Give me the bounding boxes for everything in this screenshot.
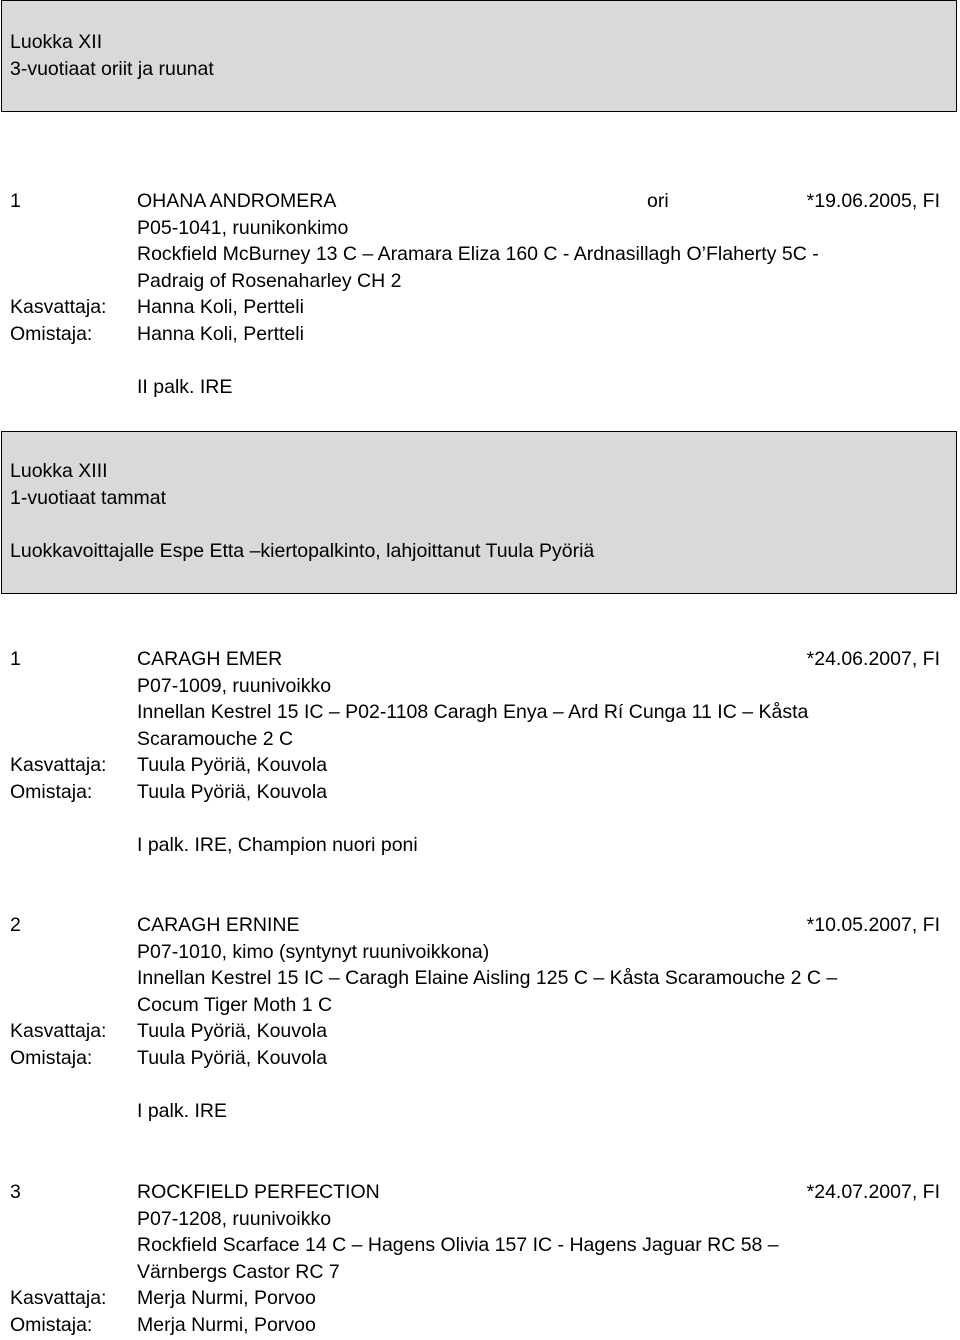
registration-row	[0, 215, 960, 242]
owner-value: Hanna Koli, Pertteli	[137, 322, 304, 345]
horse-name: ROCKFIELD PERFECTION	[137, 1181, 380, 1203]
owner-label: Omistaja:	[10, 780, 93, 803]
owner-row	[0, 1312, 960, 1339]
birth-date: *24.06.2007, FI	[806, 648, 940, 670]
entry-title-row	[0, 646, 960, 673]
horse-name: CARAGH EMER	[137, 648, 283, 670]
class-trophy-note: Luokkavoittajalle Espe Etta –kiertopalkinto, lahjoittanut Tuula Pyöriä	[10, 540, 595, 562]
entry-rank: 2	[10, 914, 21, 936]
breeder-value: Hanna Koli, Pertteli	[137, 296, 304, 318]
result-text: I palk. IRE	[137, 1099, 227, 1122]
owner-row	[0, 321, 960, 348]
entry-title-row	[0, 1179, 960, 1206]
horse-sex: ori	[647, 190, 669, 212]
registration: P07-1208, ruunivoikko	[137, 1207, 332, 1230]
registration: P07-1009, ruunivoikko	[137, 674, 332, 697]
birth-date: *10.05.2007, FI	[806, 914, 940, 936]
result-row	[0, 832, 960, 859]
pedigree-row	[0, 241, 960, 268]
class-title: Luokka XII	[10, 31, 103, 53]
breeder-row	[0, 294, 960, 321]
class-header-xii	[1, 0, 957, 112]
pedigree-line-2: Cocum Tiger Moth 1 C	[137, 993, 333, 1016]
breeder-value: Merja Nurmi, Porvoo	[137, 1287, 316, 1309]
owner-value: Tuula Pyöriä, Kouvola	[137, 1046, 328, 1069]
entry-ohana-andromera	[0, 188, 960, 400]
pedigree-line-2: Värnbergs Castor RC 7	[137, 1260, 340, 1283]
pedigree-line-2: Scaramouche 2 C	[137, 727, 294, 750]
horse-name: OHANA ANDROMERA	[137, 190, 337, 212]
class-subtitle: 3-vuotiaat oriit ja ruunat	[10, 58, 214, 80]
owner-label: Omistaja:	[10, 1313, 93, 1336]
breeder-value: Tuula Pyöriä, Kouvola	[137, 754, 328, 776]
pedigree-line-2: Padraig of Rosenaharley CH 2	[137, 269, 402, 292]
entry-rank: 1	[10, 648, 21, 670]
breeder-label: Kasvattaja:	[10, 296, 107, 318]
owner-value: Tuula Pyöriä, Kouvola	[137, 780, 328, 803]
entry-rank: 1	[10, 190, 21, 212]
breeder-row	[0, 1285, 960, 1312]
pedigree-row	[0, 1259, 960, 1286]
owner-row	[0, 1045, 960, 1072]
class-title: Luokka XIII	[10, 460, 108, 482]
pedigree-line-1: Rockfield McBurney 13 C – Aramara Eliza 160 C - Ardnasillagh O’Flaherty 5C -	[137, 243, 819, 265]
owner-label: Omistaja:	[10, 322, 93, 345]
class-subtitle: 1-vuotiaat tammat	[10, 487, 167, 509]
owner-value: Merja Nurmi, Porvoo	[137, 1313, 316, 1336]
birth-date: *19.06.2005, FI	[806, 190, 940, 212]
pedigree-row	[0, 268, 960, 295]
pedigree-row	[0, 726, 960, 753]
pedigree-line-1: Innellan Kestrel 15 IC – P02-1108 Caragh Enya – Ard Rí Cunga 11 IC – Kåsta	[137, 701, 809, 723]
breeder-label: Kasvattaja:	[10, 1020, 107, 1042]
breeder-value: Tuula Pyöriä, Kouvola	[137, 1020, 328, 1042]
pedigree-row	[0, 699, 960, 726]
breeder-label: Kasvattaja:	[10, 754, 107, 776]
pedigree-row	[0, 992, 960, 1019]
pedigree-line-1: Rockfield Scarface 14 C – Hagens Olivia 157 IC - Hagens Jaguar RC 58 –	[137, 1234, 779, 1256]
result-text: II palk. IRE	[137, 375, 233, 398]
entry-rank: 3	[10, 1181, 21, 1203]
entry-caragh-ernine	[0, 912, 960, 1124]
result-row	[0, 374, 960, 401]
entry-rockfield-perfection	[0, 1179, 960, 1338]
entry-title-row	[0, 188, 960, 215]
owner-label: Omistaja:	[10, 1046, 93, 1069]
entry-title-row	[0, 912, 960, 939]
breeder-row	[0, 752, 960, 779]
result-row	[0, 1098, 960, 1125]
registration-row	[0, 939, 960, 966]
pedigree-row	[0, 1232, 960, 1259]
class-header-xiii	[1, 431, 957, 594]
owner-row	[0, 779, 960, 806]
breeder-row	[0, 1018, 960, 1045]
breeder-label: Kasvattaja:	[10, 1287, 107, 1309]
registration-row	[0, 673, 960, 700]
birth-date: *24.07.2007, FI	[806, 1181, 940, 1203]
registration: P07-1010, kimo (syntynyt ruunivoikkona)	[137, 940, 490, 963]
pedigree-line-1: Innellan Kestrel 15 IC – Caragh Elaine Aisling 125 C – Kåsta Scaramouche 2 C –	[137, 967, 838, 989]
pedigree-row	[0, 965, 960, 992]
registration-row	[0, 1206, 960, 1233]
result-text: I palk. IRE, Champion nuori poni	[137, 833, 418, 856]
entry-caragh-emer	[0, 646, 960, 858]
registration: P05-1041, ruunikonkimo	[137, 216, 349, 239]
horse-name: CARAGH ERNINE	[137, 914, 300, 936]
